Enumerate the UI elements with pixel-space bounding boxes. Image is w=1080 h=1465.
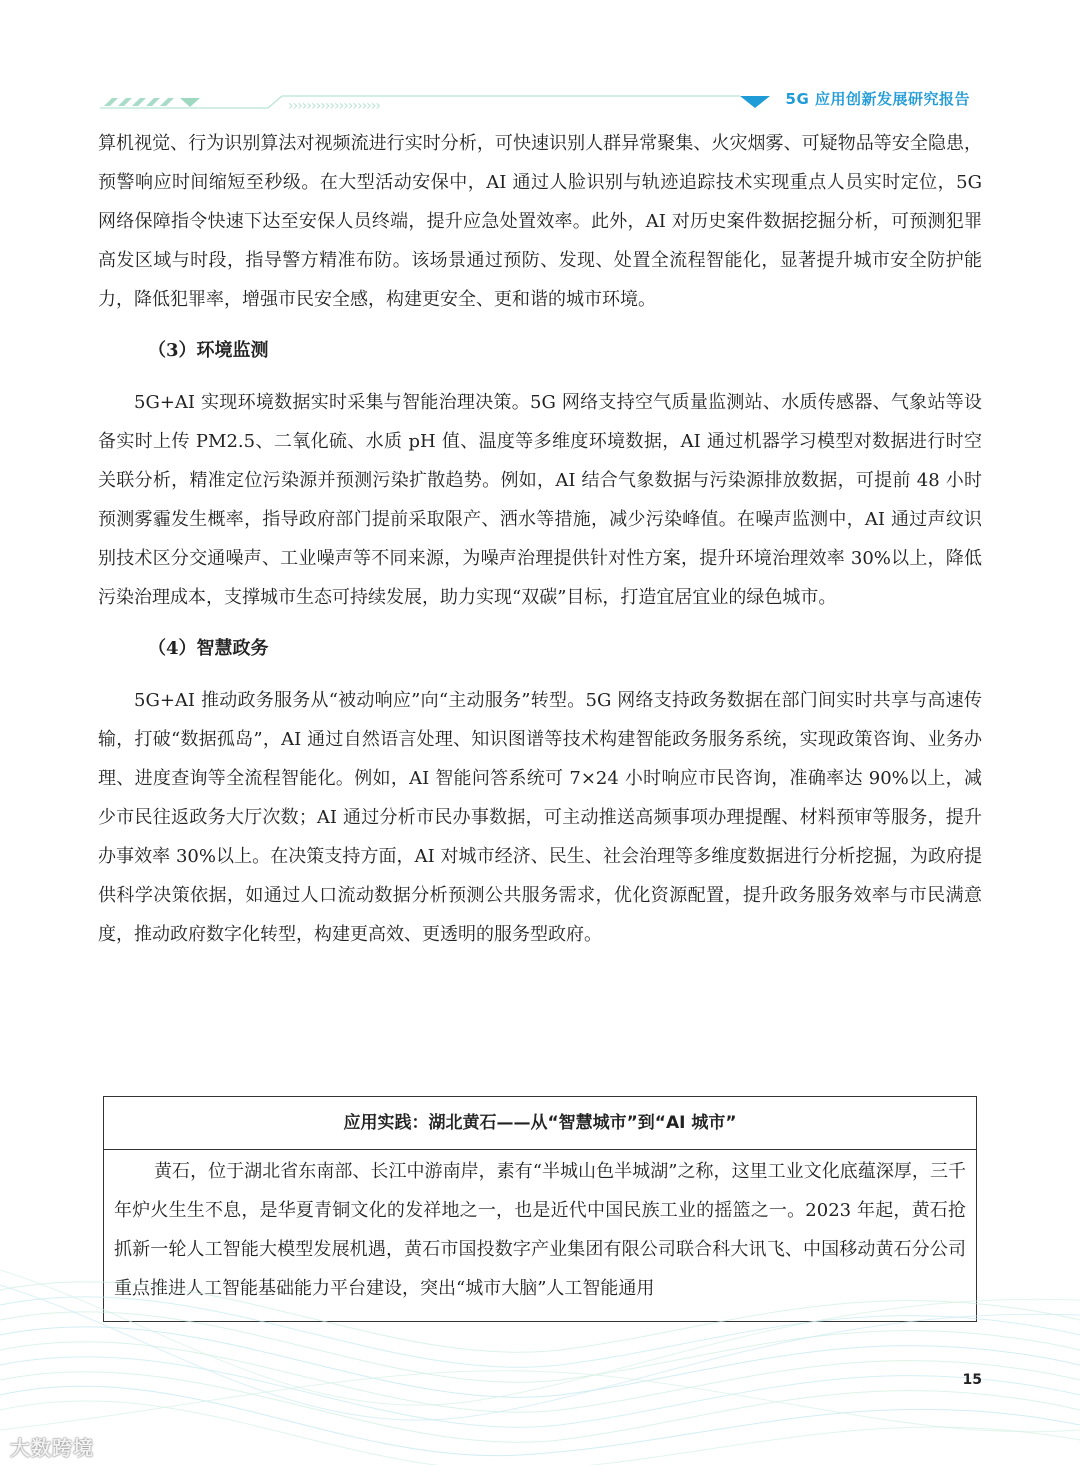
section-4-heading: （4）智慧政务 bbox=[148, 638, 269, 659]
intro-paragraph: 算机视觉、行为识别算法对视频流进行实时分析，可快速识别人群异常聚集、火灾烟雾、可疑物品等安全隐患，预警响应时间缩短至秒级。在大型活动安保中，AI 通过人脸识别与轨迹追踪技术实现重点人员实时定位，5G 网络保障指令快速下达至安保人员终端，提升应急处置效率。此外，AI 对历史案件数据挖掘分析，可预测犯罪高发区域与时段，指导警方精准布防。该场景通过预防、发现、处置全流程智能化，显著提升城市安全防护能力，降低犯罪率，增强市民安全感，构建更安全、更和谐的城市环境。 bbox=[98, 133, 982, 310]
header-triangle-green bbox=[180, 98, 200, 107]
wave-decoration bbox=[0, 1230, 1080, 1465]
wave-line bbox=[0, 1270, 1080, 1405]
wave-line bbox=[0, 1401, 1080, 1465]
section-3-heading: （3）环境监测 bbox=[148, 340, 269, 361]
wave-line bbox=[0, 1371, 1080, 1432]
section-4-paragraph: 5G+AI 推动政务服务从“被动响应”向“主动服务”转型。5G 网络支持政务数据在部门间实时共享与高速传输，打破“数据孤岛”，AI 通过自然语言处理、知识图谱等技术构建智能政务服务系统，实现政策咨询、业务办理、进度查询等全流程智能化。例如，AI 智能问答系统可 7×24 小时响应市民咨询，准确率达 90%以上，减少市民往返政务大厅次数；AI 通过分析市民办事数据，可主动推送高频事项办理提醒、材料预审等服务，提升办事效率 30%以上。在决策支持方面，AI 对城市经济、民生、社会治理等多维度数据进行分析挖掘，为政府提供科学决策依据，如通过人口流动数据分析预测公共服务需求，优化资源配置，提升政务服务效率与市民满意度，推动政府数字化转型，构建更高效、更透明的服务型政府。 bbox=[98, 690, 982, 945]
case-study-text: 黄石，位于湖北省东南部、长江中游南岸，素有“半城山色半城湖”之称，这里工业文化底蕴深厚，三千年炉火生生不息，是华夏青铜文化的发祥地之一，也是近代中国民族工业的摇篮之一。2023 年起，黄石抢抓新一轮人工智能大模型发展机遇，黄石市国投数字产业集团有限公司联合科大讯飞、中国移动黄石分公司重点推进人工智能基础能力平台建设，突出“城市大脑”人工智能通用 bbox=[114, 1161, 966, 1299]
header-chevrons: ›››››››››››››››››››› bbox=[288, 98, 380, 114]
main-content bbox=[98, 124, 982, 954]
page-number: 15 bbox=[962, 1372, 982, 1388]
wave-line bbox=[0, 1357, 1080, 1427]
watermark-text: 大数跨境 bbox=[10, 1436, 94, 1460]
header-rule-slant bbox=[268, 96, 282, 108]
case-study-title: 应用实践：湖北黄石——从“智慧城市”到“AI 城市” bbox=[104, 1097, 976, 1150]
header-triangle-blue bbox=[740, 96, 770, 108]
header-slash-marks bbox=[104, 98, 174, 106]
section-3-paragraph: 5G+AI 实现环境数据实时采集与智能治理决策。5G 网络支持空气质量监测站、水质传感器、气象站等设备实时上传 PM2.5、二氧化硫、水质 pH 值、温度等多维度环境数据，AI 通过机器学习模型对数据进行时空关联分析，精准定位污染源并预测污染扩散趋势。例如，AI 结合气象数据与污染源排放数据，可提前 48 小时预测雾霾发生概率，指导政府部门提前采取限产、洒水等措施，减少污染峰值。在噪声监测中，AI 通过声纹识别技术区分交通噪声、工业噪声等不同来源，为噪声治理提供针对性方案，提升环境治理效率 30%以上，降低污染治理成本，支撑城市生态可持续发展，助力实现“双碳”目标，打造宜居宜业的绿色城市。 bbox=[98, 392, 982, 608]
report-title: 5G 应用创新发展研究报告 bbox=[785, 90, 970, 108]
